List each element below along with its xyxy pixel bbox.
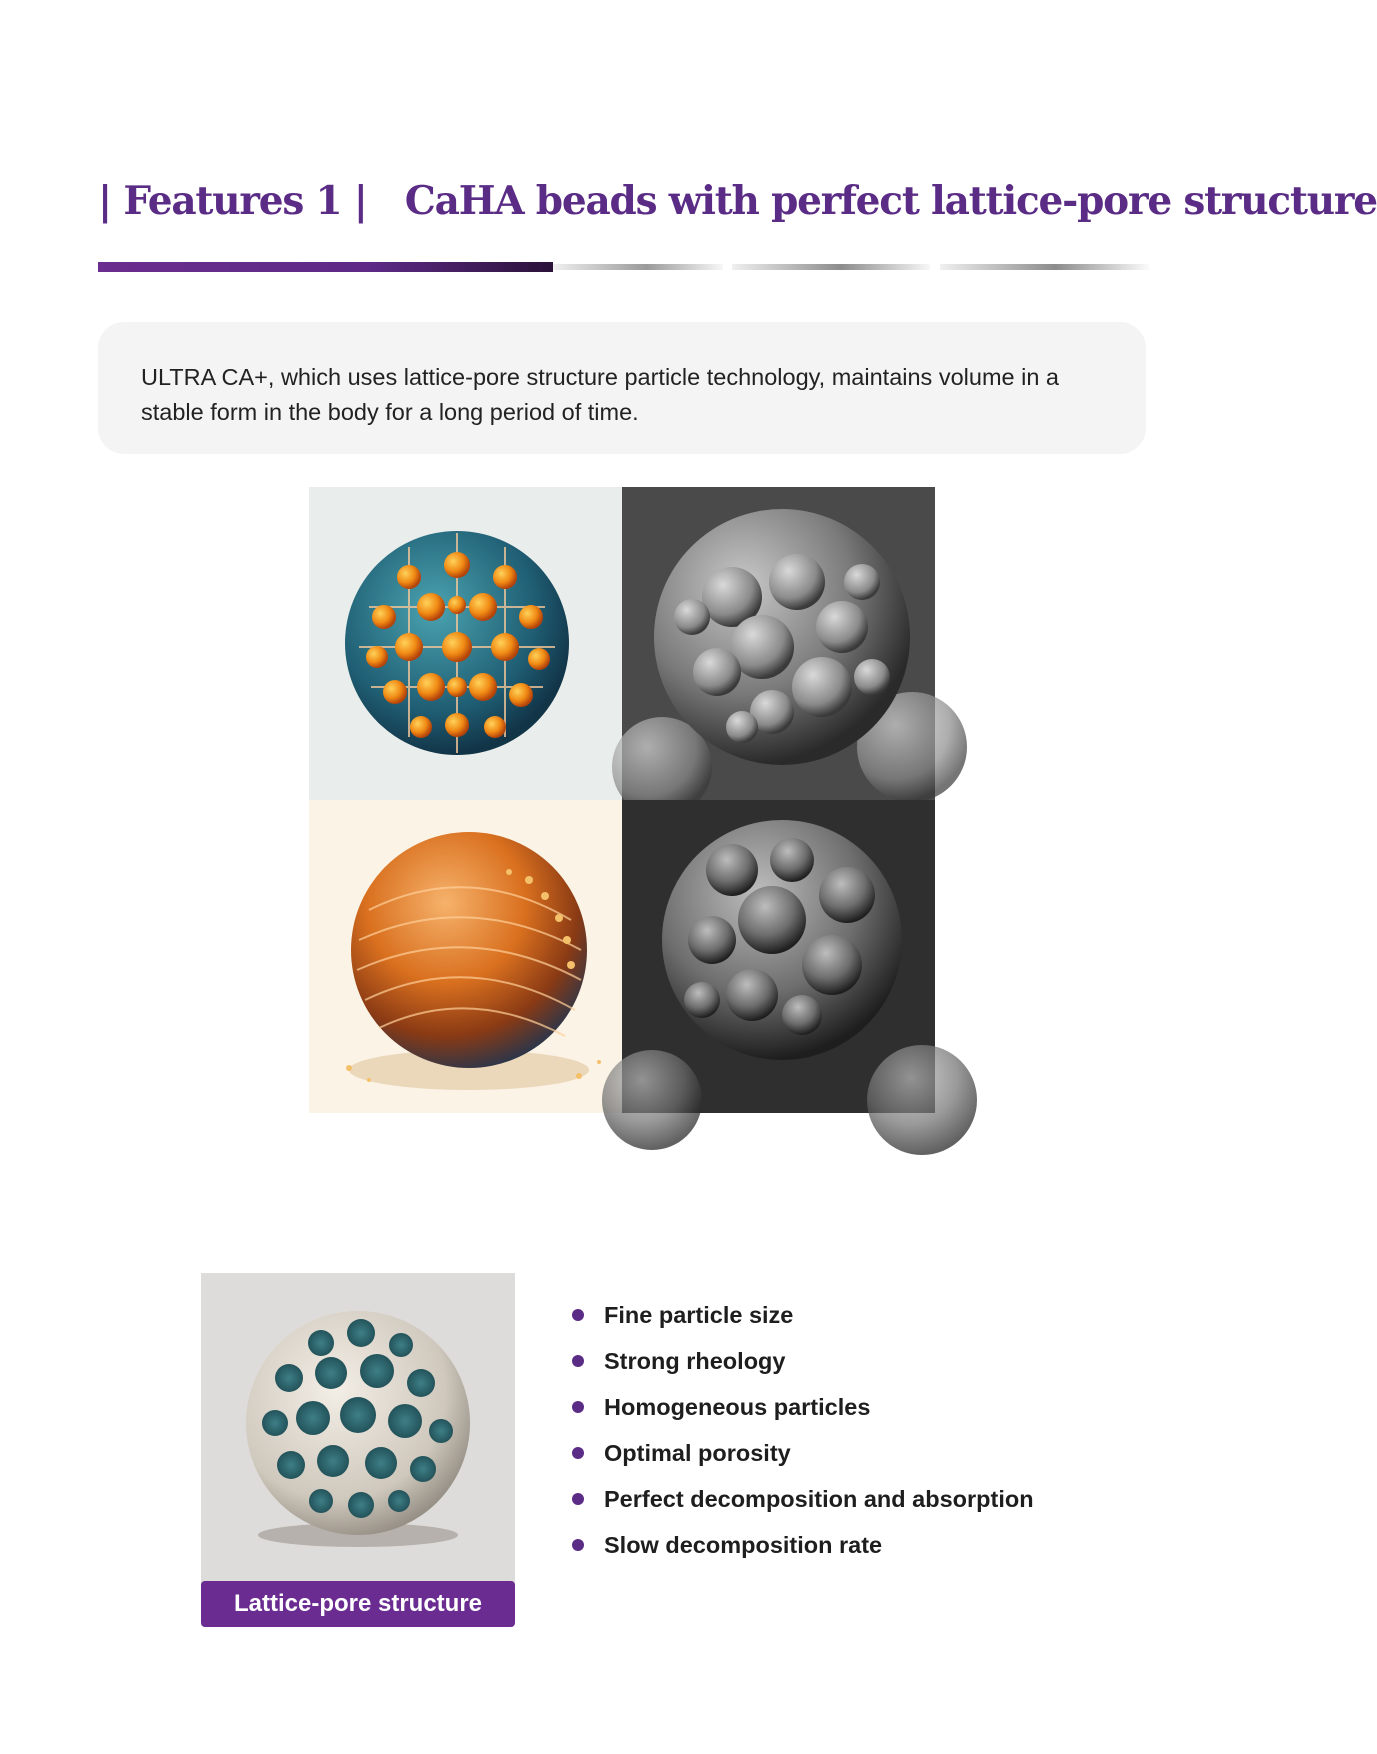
intro-text: ULTRA CA+, which uses lattice-pore structure particle technology, maintains volume in a stable form in the body for a long period of time.: [141, 364, 1060, 425]
feature-list: [570, 1300, 1034, 1576]
feature-title: CaHA beads with perfect lattice-pore structure: [404, 178, 1377, 224]
title-underline-fade: [940, 264, 1150, 270]
lattice-pore-image: [201, 1273, 515, 1623]
list-item: Strong rheology: [570, 1346, 1034, 1392]
list-item: Homogeneous particles: [570, 1392, 1034, 1438]
bullet-icon: [572, 1447, 584, 1459]
list-item: Slow decomposition rate: [570, 1530, 1034, 1576]
intro-panel: [98, 322, 1146, 454]
list-item: Optimal porosity: [570, 1438, 1034, 1484]
lattice-pore-label: Lattice-pore structure: [201, 1581, 515, 1627]
bullet-icon: [572, 1493, 584, 1505]
sem-particle-image: [622, 800, 935, 1113]
title-underline-fade: [553, 264, 723, 270]
sem-particle-image: [622, 487, 935, 800]
title-underline: [98, 262, 553, 272]
bead-sphere-image: [309, 800, 622, 1113]
feature-number: | Features 1 |: [98, 178, 367, 224]
bullet-icon: [572, 1309, 584, 1321]
particle-image-grid: [309, 487, 935, 1113]
list-item: Fine particle size: [570, 1300, 1034, 1346]
page-title: [98, 178, 1377, 238]
title-underline-fade: [732, 264, 930, 270]
bullet-icon: [572, 1355, 584, 1367]
bullet-icon: [572, 1401, 584, 1413]
list-item: Perfect decomposition and absorption: [570, 1484, 1034, 1530]
lattice-molecule-image: [309, 487, 622, 800]
bullet-icon: [572, 1539, 584, 1551]
